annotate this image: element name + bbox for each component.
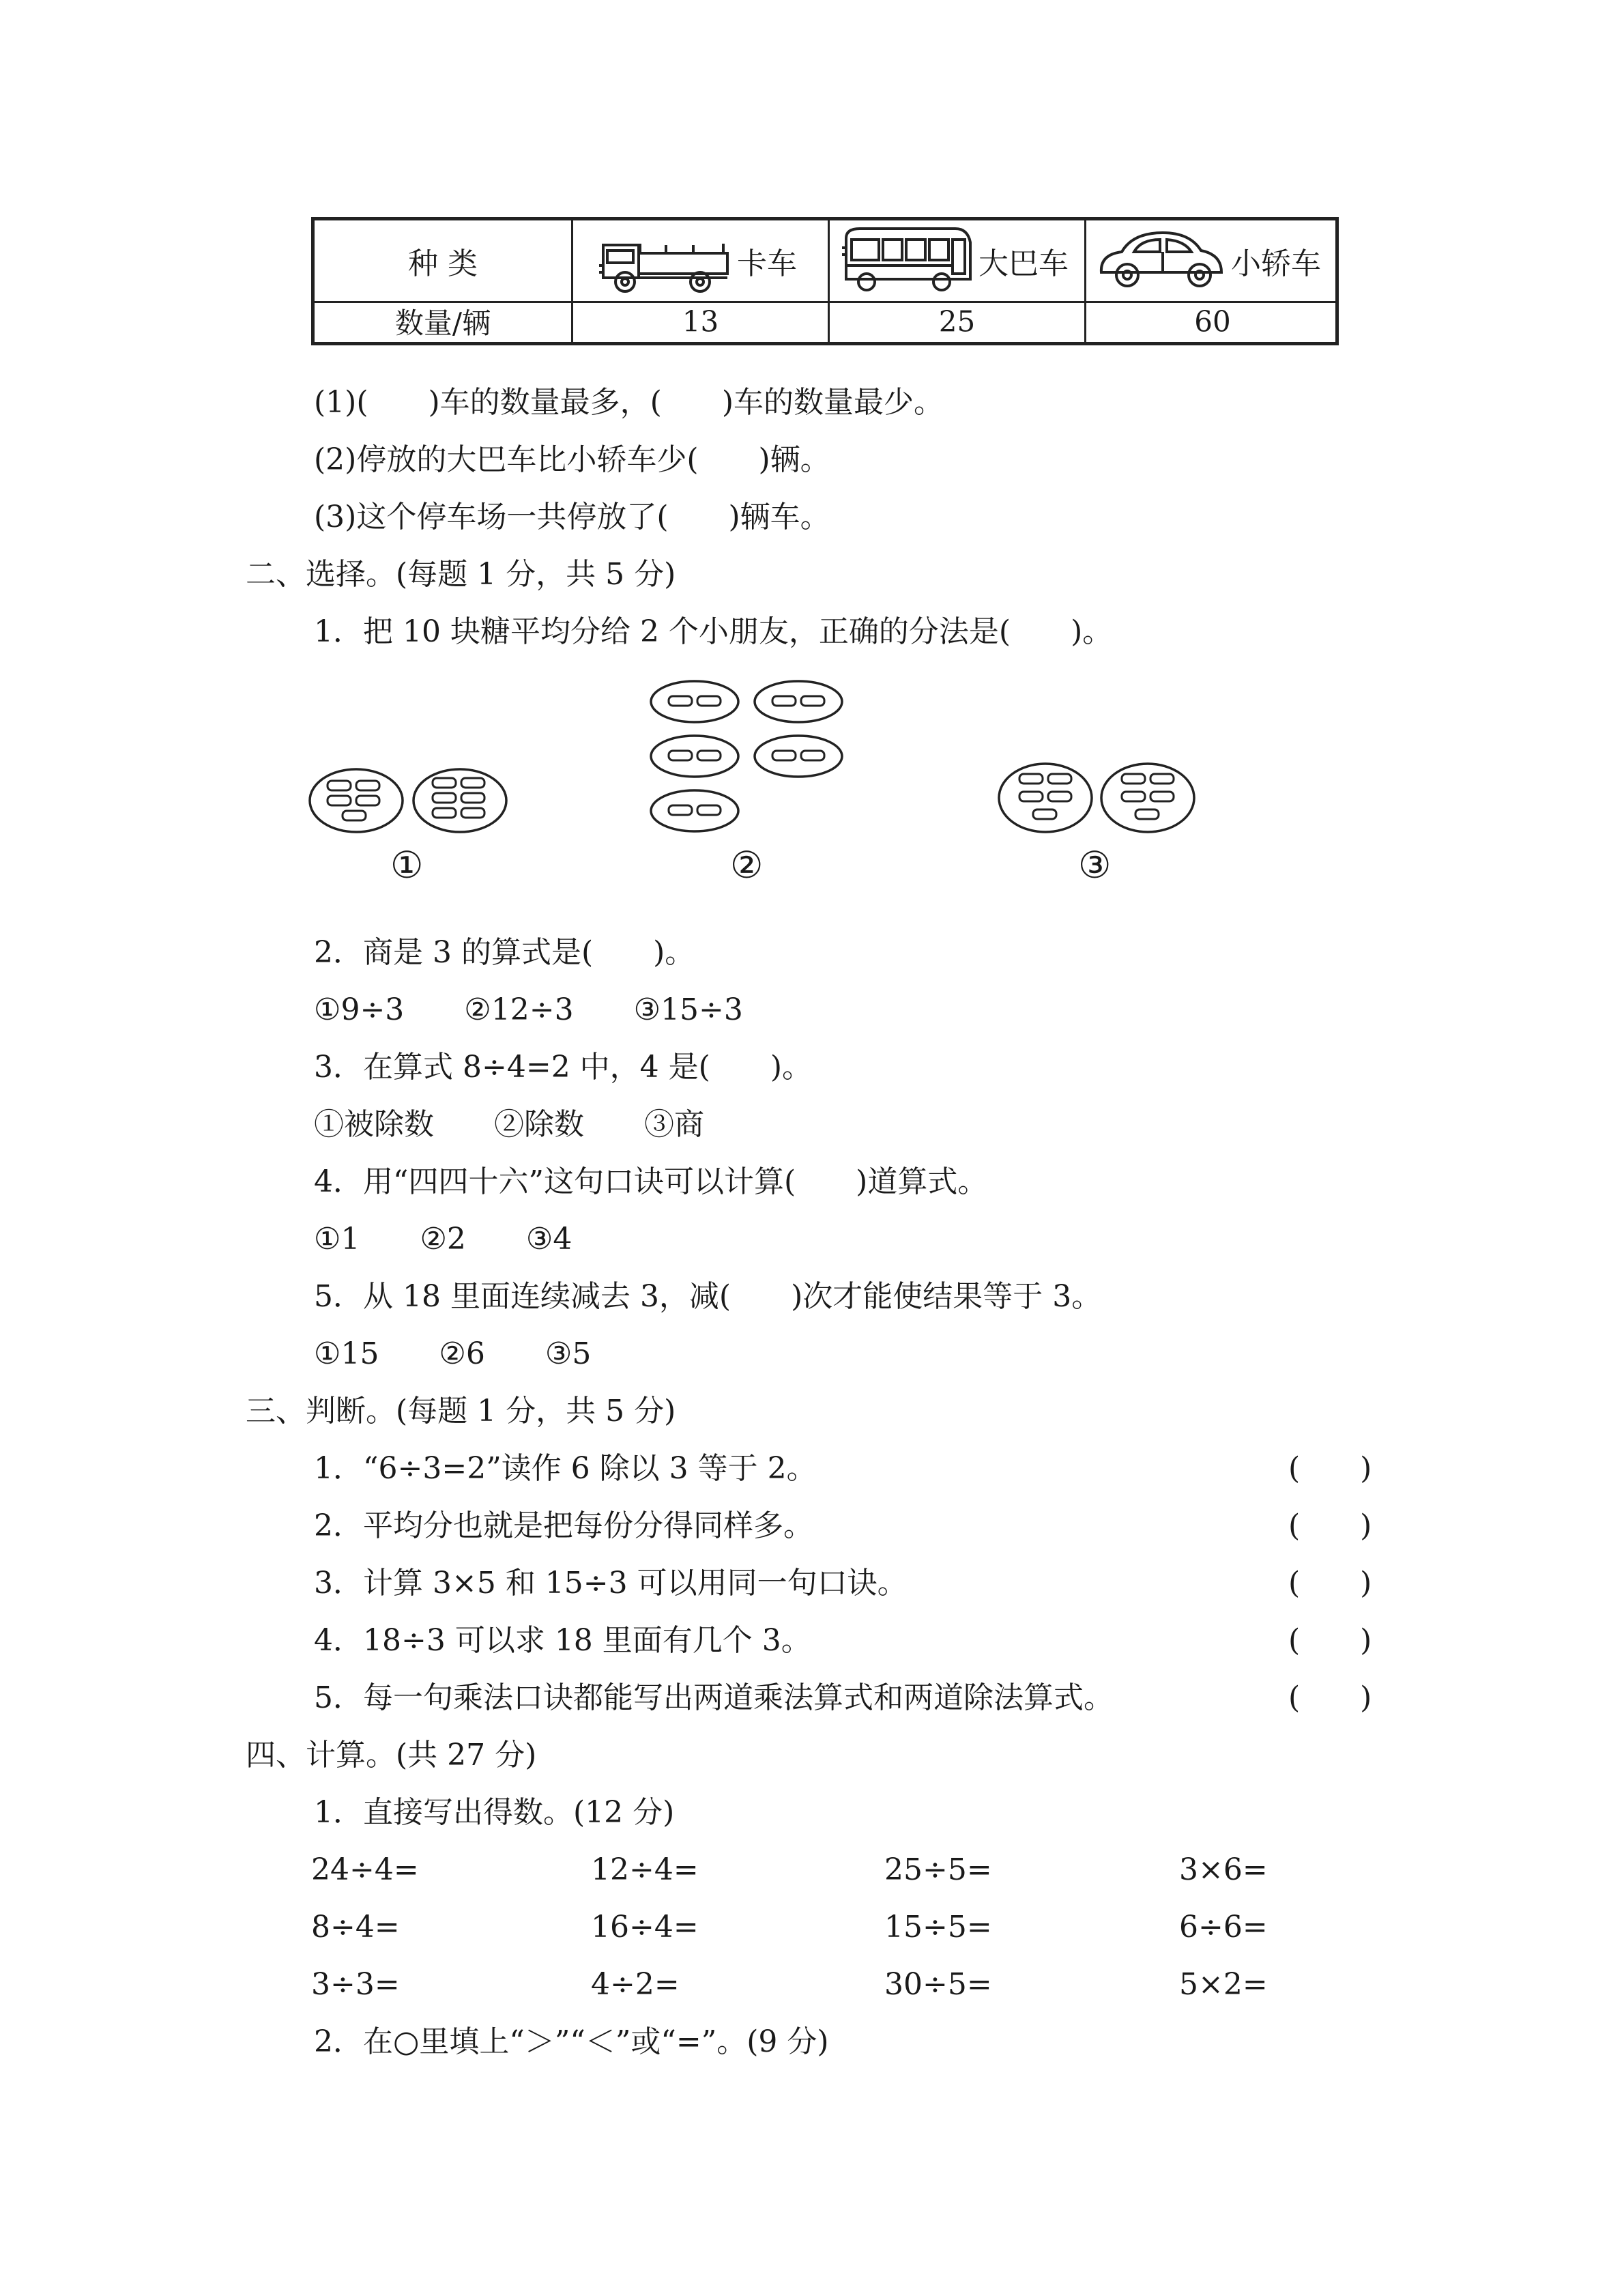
s2-q4-options: ①1 ②2 ③4: [314, 1222, 572, 1257]
s4-sub2: 2．在○里填上“＞”“＜”或“=”。(9 分): [314, 2024, 829, 2059]
s1-question-2: (2)停放的大巴车比小轿车少( )辆。: [314, 442, 830, 477]
s3-item-3: 3．计算 3×5 和 15÷3 可以用同一句口诀。: [314, 1566, 908, 1601]
s2-q2-options: ①9÷3 ②12÷3 ③15÷3: [314, 992, 743, 1027]
candy-option-1-figure: [307, 756, 512, 845]
truck-icon: [598, 225, 734, 297]
calc-item: 3×6=: [1179, 1852, 1268, 1887]
truck-label: 卡车: [737, 246, 797, 281]
calc-item: 5×2=: [1179, 1967, 1268, 2002]
s4-sub1: 1．直接写出得数。(12 分): [314, 1795, 675, 1830]
section3-title: 三、判断。(每题 1 分，共 5 分): [246, 1394, 676, 1429]
car-label: 小轿车: [1231, 246, 1321, 281]
car-count: 60: [1194, 304, 1231, 339]
s3-answer-3: ( ): [1288, 1566, 1372, 1601]
option-label-3: ③: [1078, 844, 1112, 887]
car-icon: [1092, 225, 1228, 297]
calc-item: 6÷6=: [1179, 1910, 1268, 1945]
option-label-2: ②: [730, 844, 764, 887]
s2-q3-options: ①被除数 ②除数 ③商: [314, 1107, 704, 1142]
s2-q2: 2．商是 3 的算式是( )。: [314, 935, 695, 970]
bus-count-cell: [828, 301, 1084, 342]
bus-count: 25: [938, 304, 976, 339]
bus-label: 大巴车: [978, 246, 1069, 281]
car-count-cell: [1084, 301, 1339, 342]
vehicle-table: [311, 217, 1339, 345]
section2-title: 二、选择。(每题 1 分，共 5 分): [246, 557, 676, 592]
calc-item: 25÷5=: [884, 1852, 992, 1887]
s3-item-2: 2．平均分也就是把每份分得同样多。: [314, 1508, 813, 1543]
truck-cell: [571, 220, 828, 301]
s1-question-1: (1)( )车的数量最多，( )车的数量最少。: [314, 385, 944, 420]
s3-answer-4: ( ): [1288, 1623, 1372, 1658]
section4-title: 四、计算。(共 27 分): [246, 1738, 537, 1773]
s3-answer-5: ( ): [1288, 1680, 1372, 1715]
calc-item: 12÷4=: [591, 1852, 699, 1887]
s1-question-3: (3)这个停车场一共停放了( )辆车。: [314, 500, 830, 534]
truck-count-cell: [571, 301, 828, 342]
s3-item-1: 1．“6÷3=2”读作 6 除以 3 等于 2。: [314, 1451, 817, 1486]
category-label-cell: [315, 220, 571, 301]
candy-option-3-figure: [996, 754, 1201, 842]
count-label: 数量/辆: [394, 306, 491, 340]
s2-q5: 5．从 18 里面连续减去 3，减( )次才能使结果等于 3。: [314, 1279, 1102, 1314]
s3-item-4: 4．18÷3 可以求 18 里面有几个 3。: [314, 1623, 811, 1658]
calc-item: 24÷4=: [311, 1852, 419, 1887]
calc-item: 8÷4=: [311, 1910, 400, 1945]
s3-answer-1: ( ): [1288, 1451, 1372, 1486]
option-label-1: ①: [390, 844, 424, 887]
bus-icon: [839, 225, 976, 297]
s2-q4: 4．用“四四十六”这句口诀可以计算( )道算式。: [314, 1164, 988, 1199]
candy-option-2-figure: [648, 676, 853, 840]
bus-cell: [828, 220, 1084, 301]
count-label-cell: [315, 301, 571, 342]
calc-item: 4÷2=: [591, 1967, 680, 2002]
s3-item-5: 5．每一句乘法口诀都能写出两道乘法算式和两道除法算式。: [314, 1680, 1114, 1715]
category-label: 种 类: [408, 246, 478, 281]
s2-q3: 3．在算式 8÷4=2 中，4 是( )。: [314, 1050, 812, 1085]
car-cell: [1084, 220, 1339, 301]
truck-count: 13: [682, 304, 719, 339]
calc-item: 30÷5=: [884, 1967, 992, 2002]
table-header-row: [315, 220, 1335, 303]
calc-item: 15÷5=: [884, 1910, 992, 1945]
s2-q5-options: ①15 ②6 ③5: [314, 1336, 592, 1371]
s2-q1: 1．把 10 块糖平均分给 2 个小朋友，正确的分法是( )。: [314, 614, 1113, 649]
s3-answer-2: ( ): [1288, 1508, 1372, 1543]
calc-item: 3÷3=: [311, 1967, 400, 2002]
calc-item: 16÷4=: [591, 1910, 699, 1945]
table-count-row: [315, 301, 1335, 342]
